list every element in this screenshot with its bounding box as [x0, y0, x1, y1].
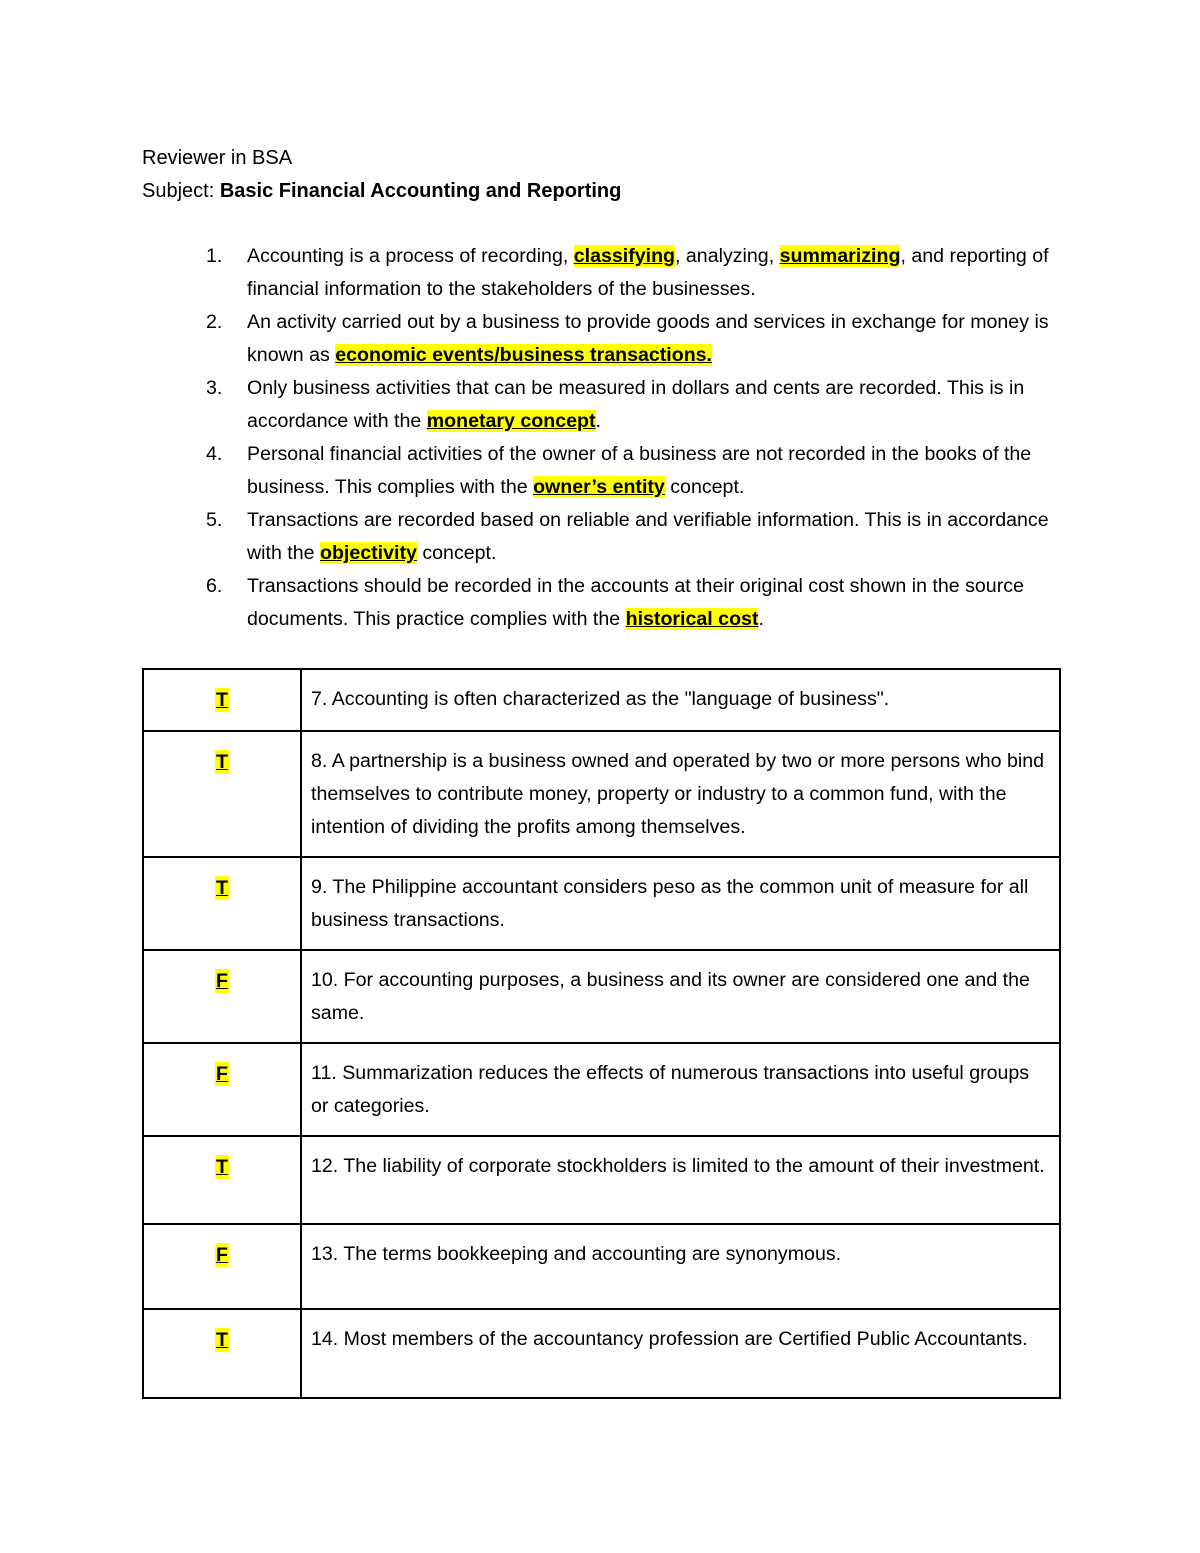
answer-mark: F — [216, 1244, 228, 1266]
answer-cell — [143, 1136, 301, 1224]
numbered-item — [142, 306, 1072, 372]
statement-cell: 10. For accounting purposes, a business and its owner are considered one and the same. — [301, 950, 1060, 1043]
subject-value: Basic Financial Accounting and Reporting — [219, 180, 622, 202]
highlighted-answer: economic events/business transactions. — [335, 344, 713, 366]
answer-cell — [143, 1309, 301, 1398]
item-text: . — [595, 410, 601, 432]
answer-cell — [143, 857, 301, 950]
answer-mark: T — [216, 1156, 228, 1178]
table-row — [143, 1224, 1060, 1309]
table-row — [143, 1136, 1060, 1224]
item-number: 4. — [206, 443, 223, 465]
true-false-table-body — [143, 669, 1060, 1398]
numbered-item — [142, 438, 1072, 504]
item-text: Transactions should be recorded in the accounts at their original cost shown in the source documents. This practice complies with the — [247, 575, 1024, 630]
item-text: . — [758, 608, 764, 630]
answer-mark: F — [216, 970, 228, 992]
answer-cell — [143, 1224, 301, 1309]
answer-mark: T — [216, 751, 228, 773]
answer-cell — [143, 731, 301, 857]
highlighted-answer: owner’s entity — [533, 476, 665, 498]
item-text: concept. — [664, 476, 745, 498]
item-number: 6. — [206, 575, 223, 597]
document-subject — [142, 179, 621, 203]
item-number: 5. — [206, 509, 223, 531]
table-row — [143, 1309, 1060, 1398]
answer-mark: T — [216, 877, 228, 899]
statement-cell: 11. Summarization reduces the effects of numerous transactions into useful groups or categories. — [301, 1043, 1060, 1136]
true-false-table — [142, 668, 1061, 1399]
table-row — [143, 669, 1060, 731]
item-text: An activity carried out by a business to provide goods and services in exchange for money is known as — [247, 311, 1049, 366]
table-row — [143, 950, 1060, 1043]
subject-label: Subject: — [142, 180, 220, 202]
document-title: Reviewer in BSA — [142, 147, 293, 169]
highlighted-answer: objectivity — [319, 542, 417, 564]
highlighted-answer: summarizing — [779, 245, 901, 267]
statement-cell: 7. Accounting is often characterized as the "language of business". — [301, 669, 1060, 731]
numbered-item — [142, 240, 1072, 306]
highlighted-answer: classifying — [573, 245, 676, 267]
item-text: , analyzing, — [675, 245, 780, 267]
item-number: 1. — [206, 245, 223, 267]
item-text: concept. — [416, 542, 497, 564]
item-number: 3. — [206, 377, 223, 399]
answer-cell — [143, 950, 301, 1043]
table-row — [143, 731, 1060, 857]
item-text: Personal financial activities of the owner of a business are not recorded in the books of the business. This complies with the — [247, 443, 1032, 498]
answer-mark: F — [216, 1063, 228, 1085]
answer-cell — [143, 1043, 301, 1136]
item-text: Transactions are recorded based on reliable and verifiable information. This is in accordance with the — [247, 509, 1049, 564]
statement-cell: 9. The Philippine accountant considers peso as the common unit of measure for all business transactions. — [301, 857, 1060, 950]
table-row — [143, 857, 1060, 950]
numbered-item — [142, 504, 1072, 570]
numbered-item — [142, 372, 1072, 438]
highlighted-answer: monetary concept — [426, 410, 596, 432]
item-number: 2. — [206, 311, 223, 333]
statement-cell: 8. A partnership is a business owned and operated by two or more persons who bind themselves to contribute money, property or industry to a common fund, with the intention of dividing the profits among themselves. — [301, 731, 1060, 857]
numbered-questions-list — [142, 240, 1072, 636]
statement-cell: 13. The terms bookkeeping and accounting are synonymous. — [301, 1224, 1060, 1309]
statement-cell: 12. The liability of corporate stockholders is limited to the amount of their investment. — [301, 1136, 1060, 1224]
statement-cell: 14. Most members of the accountancy profession are Certified Public Accountants. — [301, 1309, 1060, 1398]
item-text: Only business activities that can be measured in dollars and cents are recorded. This is in accordance with the — [247, 377, 1025, 432]
numbered-item — [142, 570, 1072, 636]
item-text: Accounting is a process of recording, — [247, 245, 574, 267]
table-row — [143, 1043, 1060, 1136]
item-text: , and reporting of financial information to the stakeholders of the businesses. — [247, 245, 1049, 300]
highlighted-answer: historical cost — [625, 608, 759, 630]
answer-cell — [143, 669, 301, 731]
answer-mark: T — [216, 1329, 228, 1351]
answer-mark: T — [216, 689, 228, 711]
